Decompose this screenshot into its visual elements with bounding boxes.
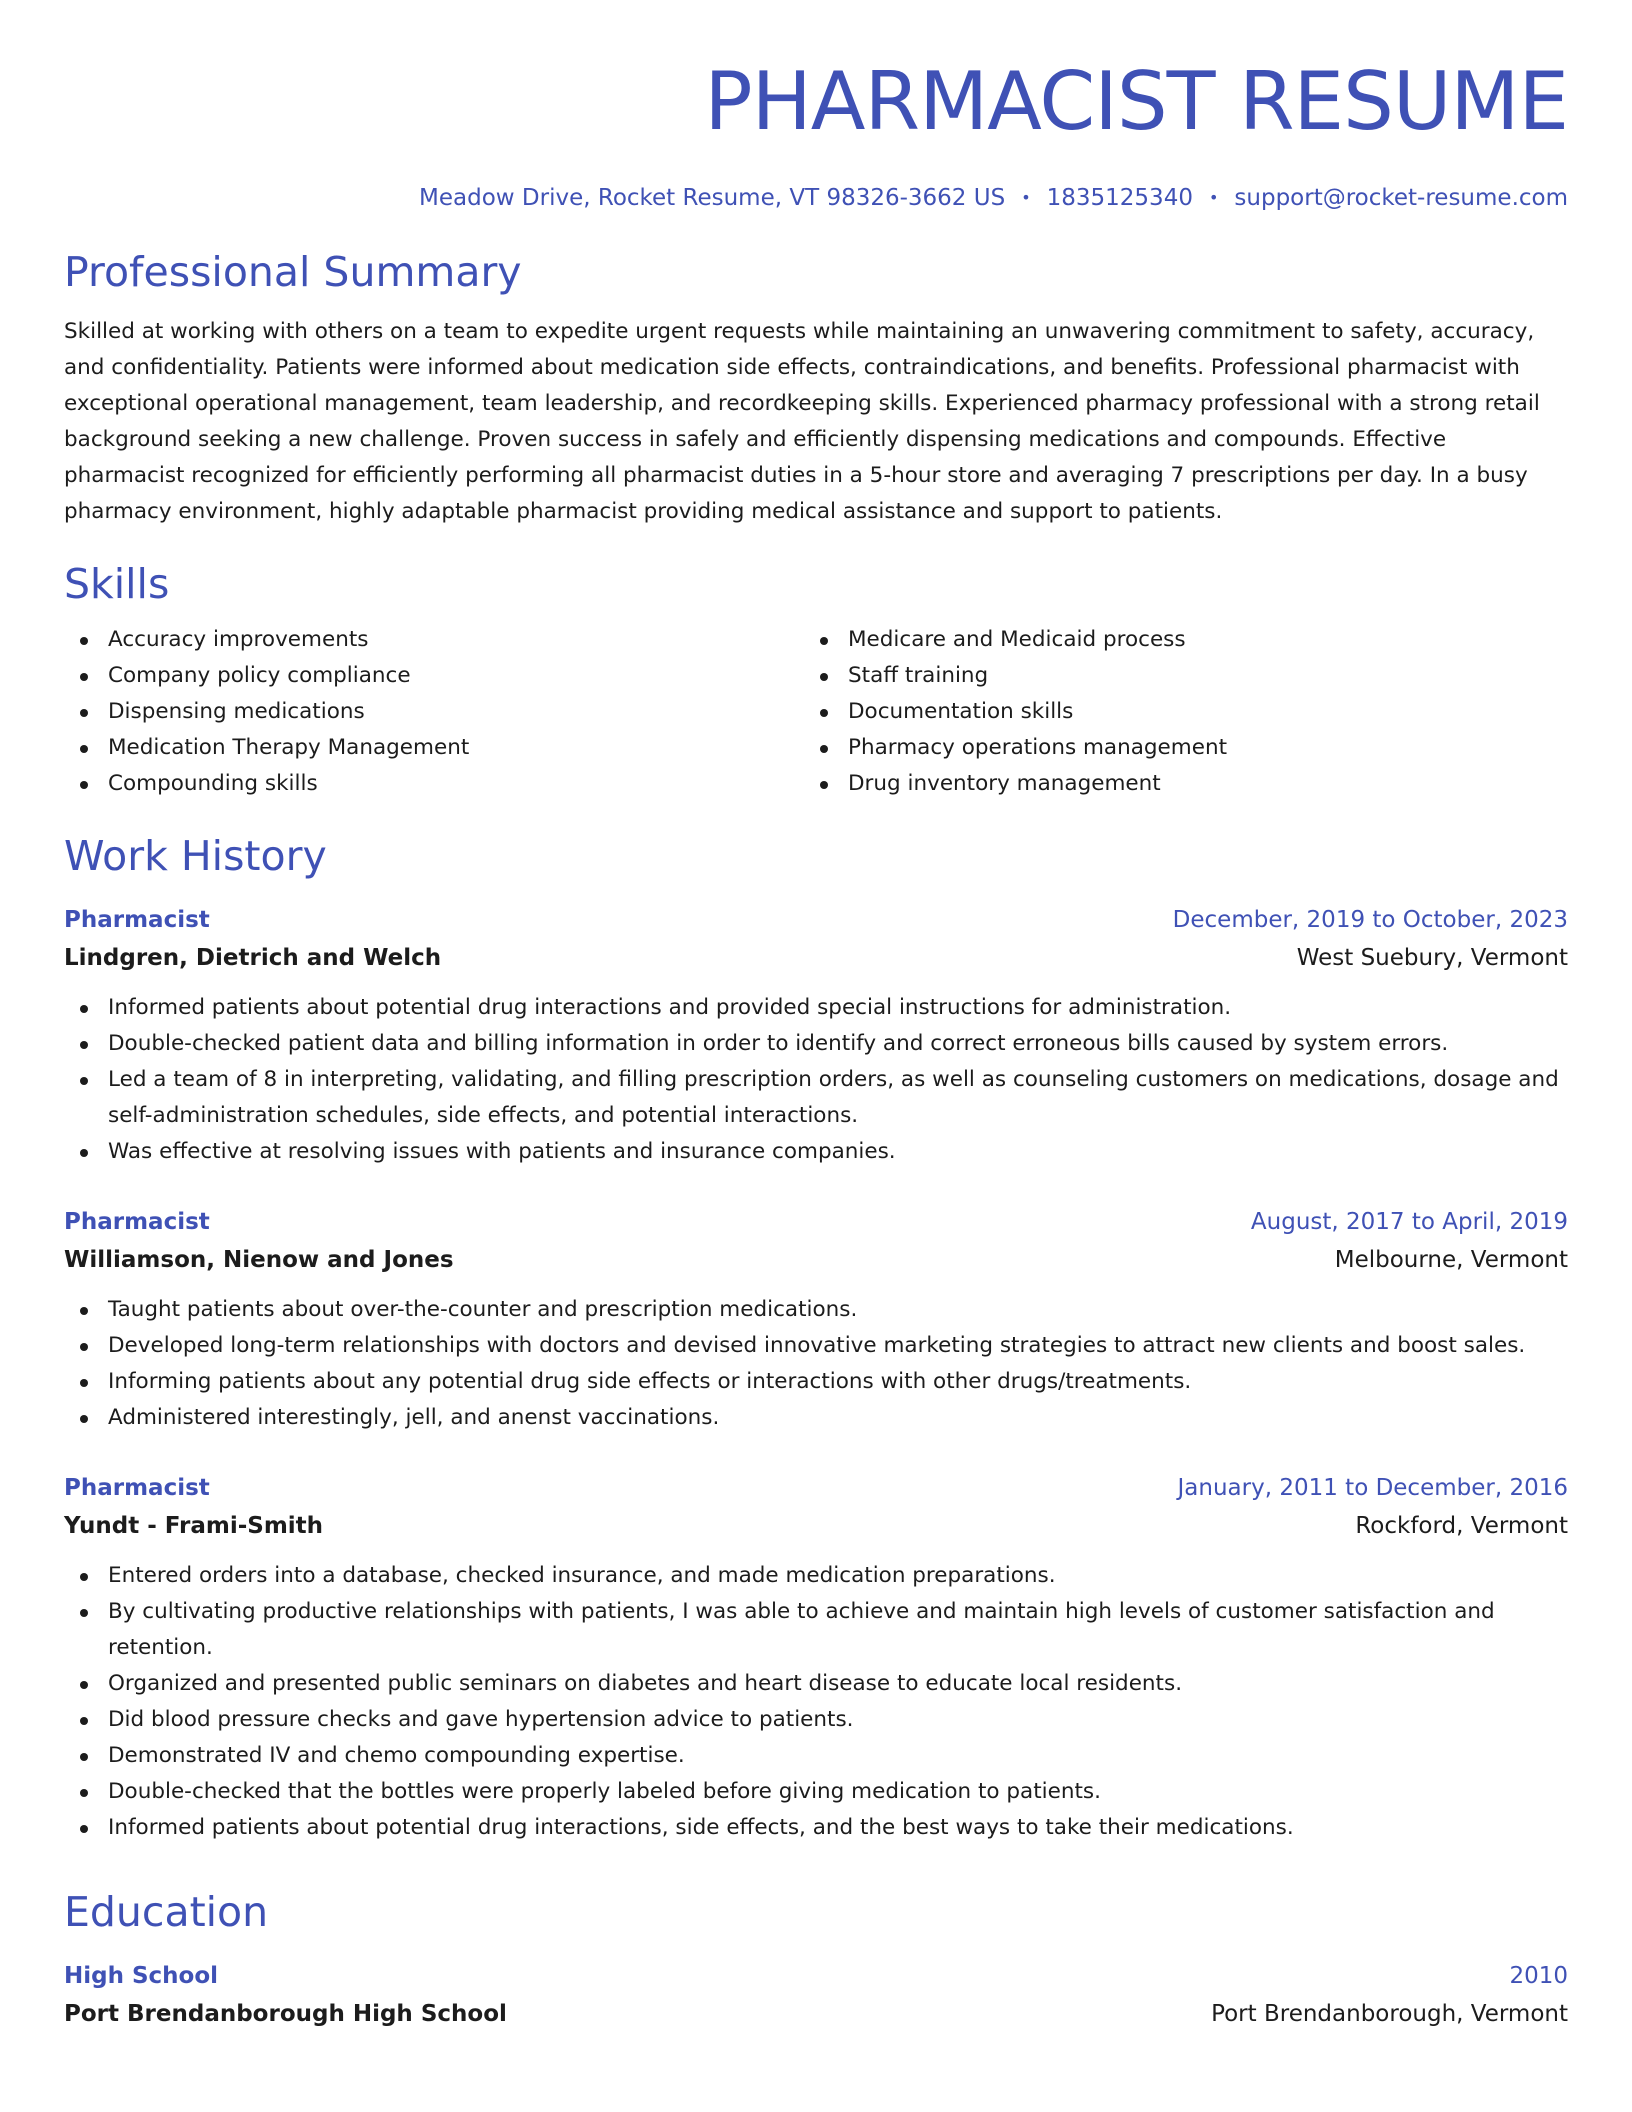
job-header-row (64, 1204, 1568, 1240)
job-location: Melbourne, Vermont (1334, 1247, 1568, 1273)
skill-item: Drug inventory management (804, 766, 1544, 802)
education-header-row (64, 1958, 1568, 1994)
job-bullet: Was effective at resolving issues with patients and insurance companies. (64, 1134, 1568, 1170)
job-bullet: Did blood pressure checks and gave hypertension advice to patients. (64, 1702, 1568, 1738)
skill-item: Company policy compliance (64, 658, 804, 694)
job-bullet: Demonstrated IV and chemo compounding expertise. (64, 1738, 1568, 1774)
summary-text: Skilled at working with others on a team to expedite urgent requests while maintaining an unwavering commitment to safety, accuracy, and confidentiality. Patients were informed about medication side effects, contraindications, and benefits. Professional pharmacist with exceptional operational management, team leadership, and recordkeeping skills. Experienced pharmacy professional with a strong retail background seeking a new challenge. Proven success in safely and efficiently dispensing medications and compounds. Effective pharmacist recognized for efficiently performing all pharmacist duties in a 5-hour store and averaging 7 prescriptions per day. In a busy pharmacy environment, highly adaptable pharmacist providing medical assistance and support to patients. (64, 319, 1540, 524)
job-bullets (64, 1292, 1568, 1436)
job-bullet: Led a team of 8 in interpreting, validating, and filling prescription orders, as well as counseling customers on medications, dosage and self-administration schedules, side effects, and potential interactions. (64, 1062, 1568, 1134)
contact-phone: 1835125340 (1046, 185, 1193, 211)
job-location: West Suebury, Vermont (1296, 945, 1568, 971)
summary-heading: Professional Summary (64, 248, 522, 296)
job-dates: January, 2011 to December, 2016 (1177, 1475, 1568, 1501)
skill-item: Staff training (804, 658, 1544, 694)
job-entry (64, 1470, 1568, 1846)
job-bullets (64, 1558, 1568, 1846)
job-employer: Lindgren, Dietrich and Welch (64, 945, 442, 971)
education-school-row (64, 1994, 1568, 2034)
skill-item: Dispensing medications (64, 694, 804, 730)
job-employer-row (64, 938, 1568, 978)
job-header-row (64, 1470, 1568, 1506)
skill-item: Compounding skills (64, 766, 804, 802)
work-history-section (64, 828, 1568, 1846)
skills-heading: Skills (64, 560, 170, 608)
job-header-row (64, 902, 1568, 938)
job-bullet: Informing patients about any potential drug side effects or interactions with other drugs/treatments. (64, 1364, 1568, 1400)
contact-separator: • (1021, 188, 1031, 207)
job-title: Pharmacist (64, 1209, 210, 1235)
skills-columns (64, 622, 1568, 802)
job-bullet: Organized and presented public seminars on diabetes and heart disease to educate local residents. (64, 1666, 1568, 1702)
job-bullet: Entered orders into a database, checked insurance, and made medication preparations. (64, 1558, 1568, 1594)
skills-section (64, 556, 1568, 802)
skill-item: Documentation skills (804, 694, 1544, 730)
education-location: Port Brendanborough, Vermont (1211, 2001, 1568, 2027)
job-bullet: Taught patients about over-the-counter and prescription medications. (64, 1292, 1568, 1328)
job-bullet: Informed patients about potential drug interactions and provided special instructions for administration. (64, 990, 1568, 1026)
job-entry (64, 1204, 1568, 1436)
job-title: Pharmacist (64, 1475, 210, 1501)
job-bullet: Double-checked patient data and billing information in order to identify and correct erroneous bills caused by system errors. (64, 1026, 1568, 1062)
work-history-heading: Work History (64, 832, 327, 880)
job-bullet: By cultivating productive relationships with patients, I was able to achieve and maintain high levels of customer satisfaction and retention. (64, 1594, 1568, 1666)
contact-line (64, 182, 1568, 214)
education-year: 2010 (1509, 1963, 1568, 1989)
summary-section (64, 244, 1568, 530)
job-employer: Williamson, Nienow and Jones (64, 1247, 454, 1273)
education-school: Port Brendanborough High School (64, 2001, 507, 2027)
education-degree: High School (64, 1963, 219, 1989)
job-bullet: Developed long-term relationships with doctors and devised innovative marketing strategies to attract new clients and boost sales. (64, 1328, 1568, 1364)
skill-item: Accuracy improvements (64, 622, 804, 658)
job-title: Pharmacist (64, 907, 210, 933)
job-employer-row (64, 1240, 1568, 1280)
skill-item: Medication Therapy Management (64, 730, 804, 766)
contact-separator: • (1208, 188, 1219, 207)
education-heading: Education (64, 1888, 269, 1936)
resume-title: PHARMACIST RESUME (704, 55, 1568, 148)
resume-header (64, 52, 1568, 214)
job-entry (64, 902, 1568, 1170)
job-bullet: Informed patients about potential drug interactions, side effects, and the best ways to take their medications. (64, 1810, 1568, 1846)
skills-list-right (804, 622, 1544, 802)
contact-email: support@rocket-resume.com (1234, 185, 1568, 211)
job-bullet: Double-checked that the bottles were properly labeled before giving medication to patients. (64, 1774, 1568, 1810)
job-bullets (64, 990, 1568, 1170)
job-bullet: Administered interestingly, jell, and anenst vaccinations. (64, 1400, 1568, 1436)
job-employer-row (64, 1506, 1568, 1546)
job-location: Rockford, Vermont (1355, 1513, 1568, 1539)
skill-item: Pharmacy operations management (804, 730, 1544, 766)
job-dates: December, 2019 to October, 2023 (1172, 907, 1568, 933)
education-entry (64, 1958, 1568, 2034)
job-employer: Yundt - Frami-Smith (64, 1513, 324, 1539)
education-section (64, 1884, 1568, 2034)
skill-item: Medicare and Medicaid process (804, 622, 1544, 658)
contact-address: Meadow Drive, Rocket Resume, VT 98326-3662 US (419, 185, 1006, 211)
job-dates: August, 2017 to April, 2019 (1250, 1209, 1568, 1235)
skills-list-left (64, 622, 804, 802)
